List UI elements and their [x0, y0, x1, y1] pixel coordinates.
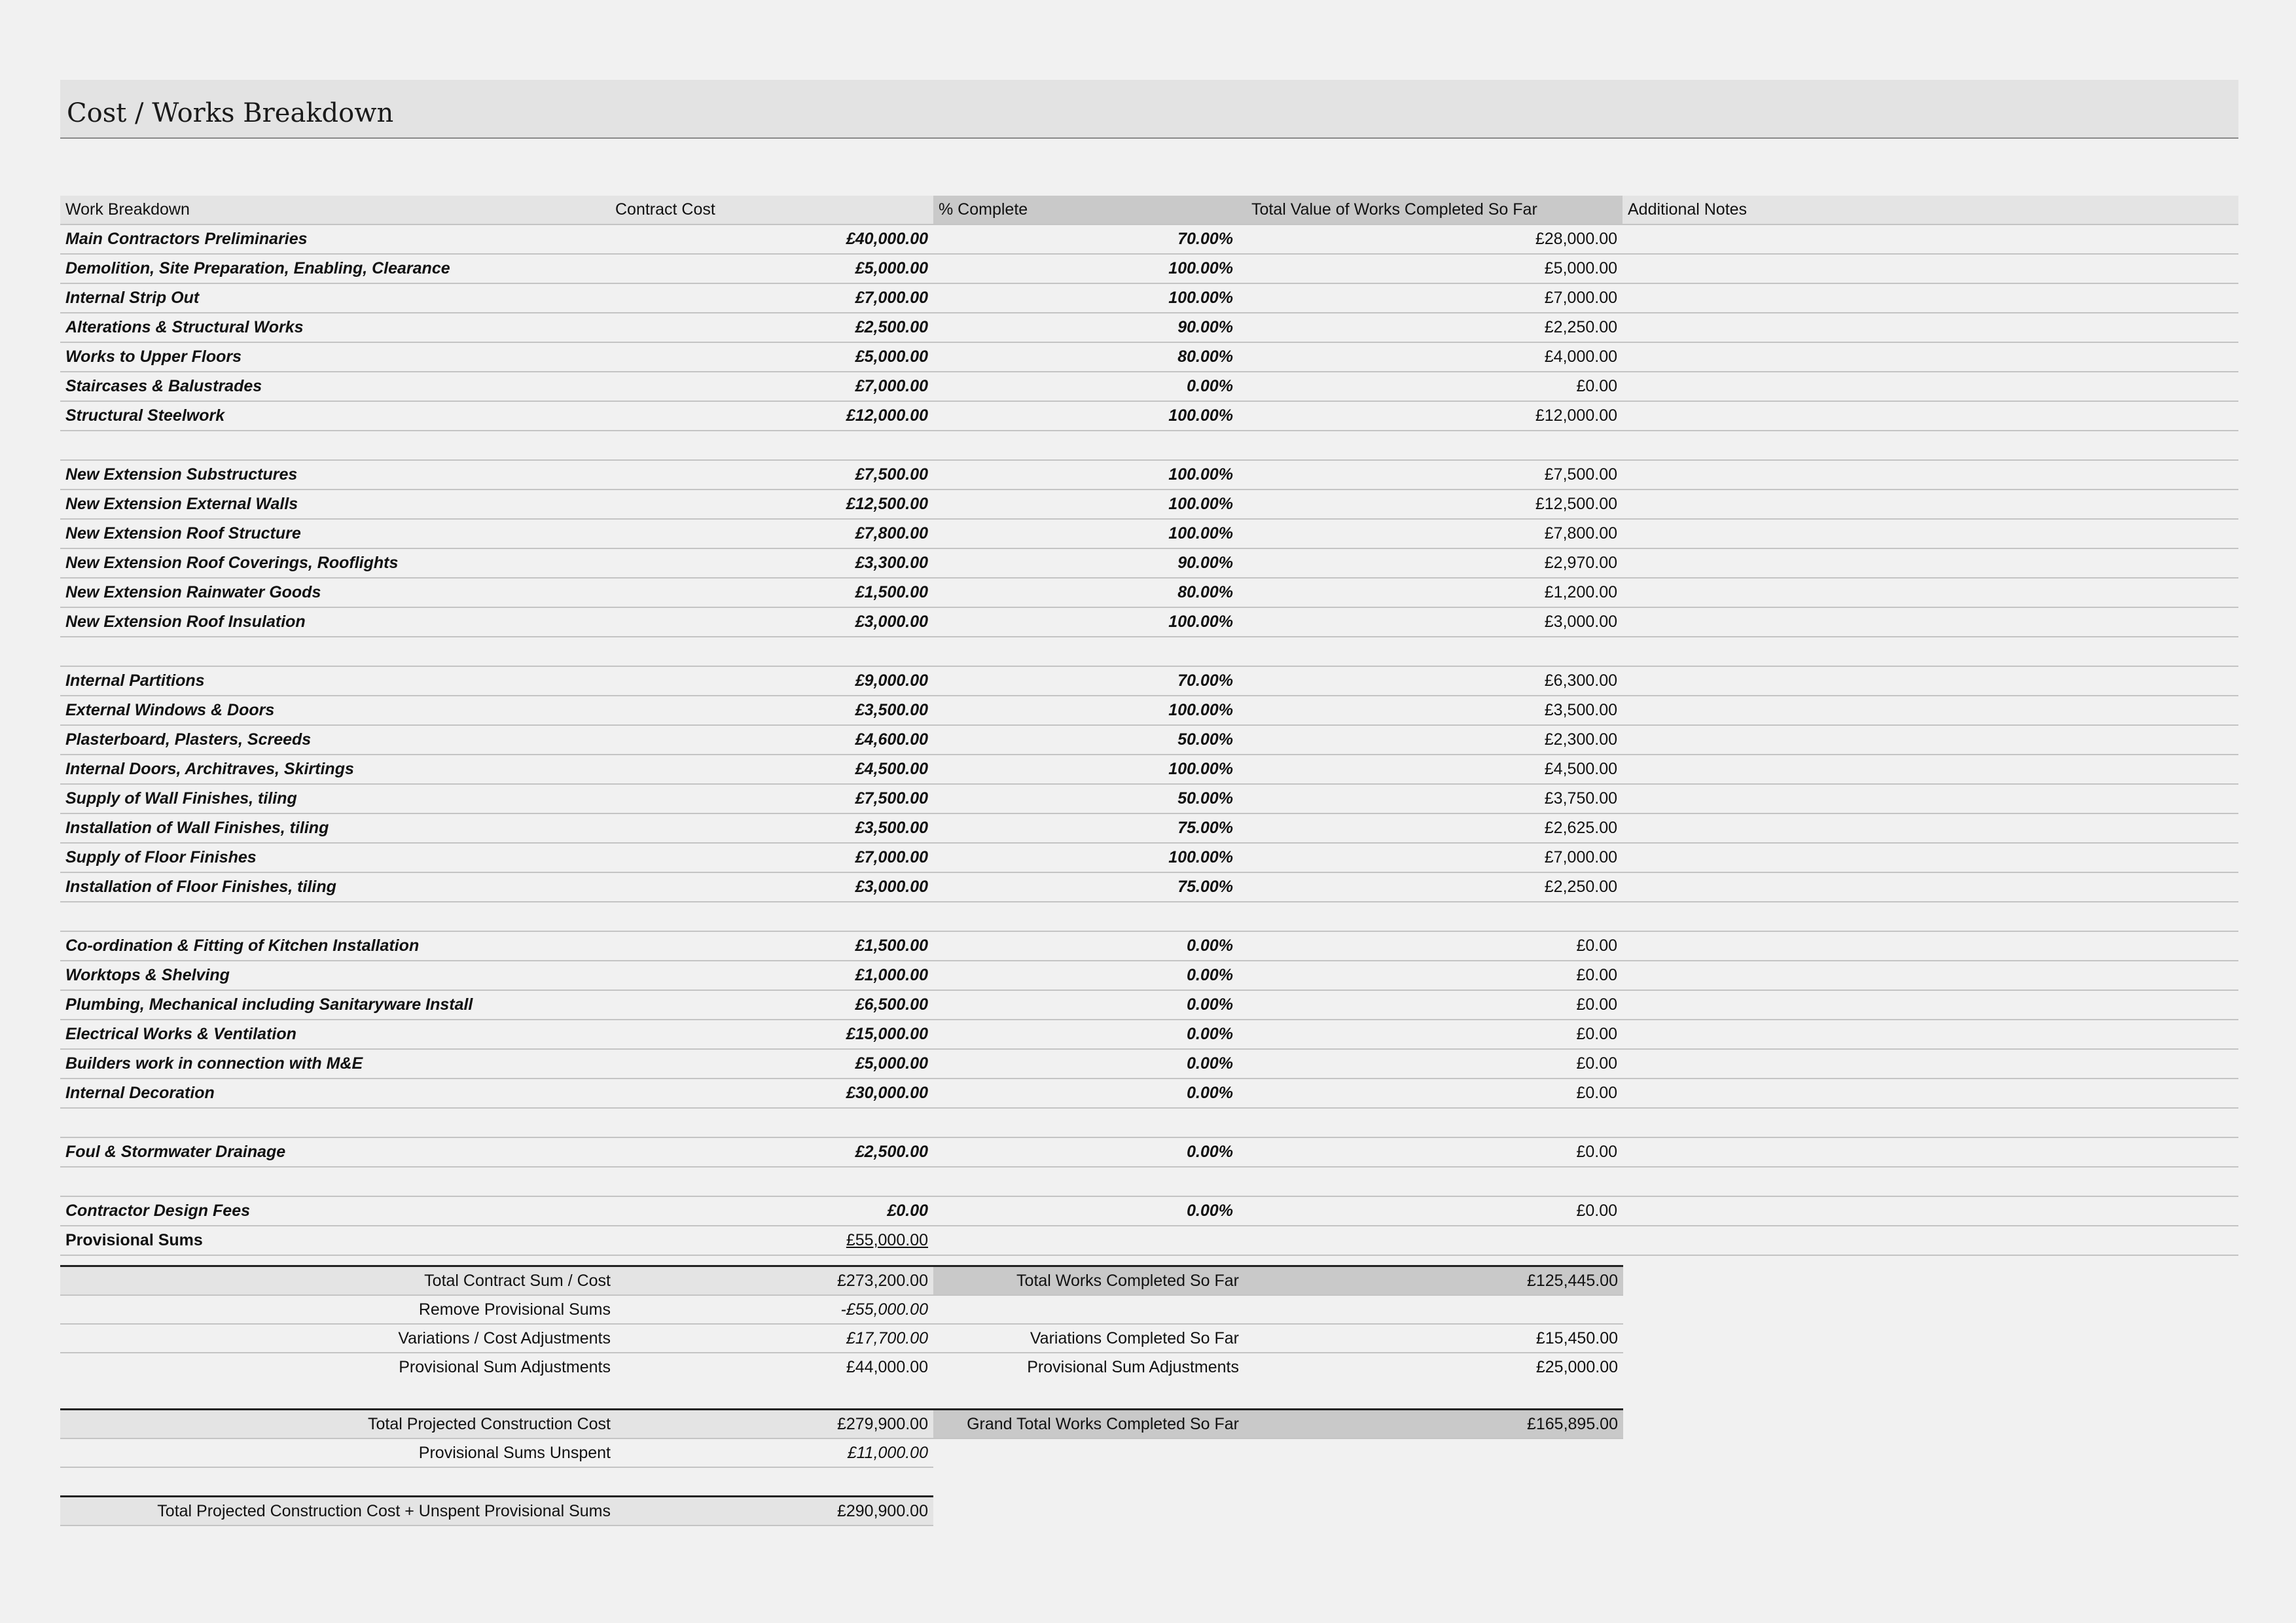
row-notes [1623, 1108, 2238, 1137]
row-notes [1623, 637, 2238, 666]
row-value [1238, 902, 1623, 931]
row-notes [1623, 1196, 2238, 1226]
row-percent: 70.00% [933, 224, 1238, 254]
row-percent: 100.00% [933, 843, 1238, 872]
final-label: Total Projected Construction Cost + Unspent Provisional Sums [60, 1497, 616, 1526]
table-row [60, 283, 2238, 313]
table-row [60, 224, 2238, 254]
table-row [60, 548, 2238, 578]
row-cost: £3,500.00 [610, 813, 933, 843]
row-value: £0.00 [1238, 961, 1623, 990]
row-value: £3,000.00 [1238, 607, 1623, 637]
row-cost [610, 431, 933, 460]
remove-prov-value: -£55,000.00 [616, 1295, 933, 1324]
row-notes [1623, 725, 2238, 755]
variations-label: Variations / Cost Adjustments [60, 1324, 616, 1353]
row-value: £6,300.00 [1238, 666, 1623, 696]
row-name [60, 902, 610, 931]
prov-adj-done-value: £25,000.00 [1535, 1357, 1618, 1376]
row-notes [1623, 1137, 2238, 1167]
row-value: £7,000.00 [1238, 843, 1623, 872]
row-value [1238, 1167, 1623, 1196]
row-name: Supply of Wall Finishes, tiling [60, 784, 610, 813]
row-name: Co-ordination & Fitting of Kitchen Installation [60, 931, 610, 961]
row-percent: 75.00% [933, 813, 1238, 843]
row-notes [1623, 224, 2238, 254]
table-row [60, 666, 2238, 696]
row-value: £2,970.00 [1238, 548, 1623, 578]
row-percent: 90.00% [933, 548, 1238, 578]
row-percent: 100.00% [933, 254, 1238, 283]
row-percent: 100.00% [933, 696, 1238, 725]
prov-adj-label: Provisional Sum Adjustments [399, 1357, 611, 1376]
row-value: £0.00 [1238, 931, 1623, 961]
unspent-value: £11,000.00 [616, 1438, 933, 1467]
row-percent: 90.00% [933, 313, 1238, 342]
row-notes [1623, 902, 2238, 931]
row-cost: £2,500.00 [610, 1137, 933, 1167]
row-percent [933, 1167, 1238, 1196]
row-value [1238, 431, 1623, 460]
row-percent [933, 902, 1238, 931]
table-row [60, 784, 2238, 813]
row-value: £0.00 [1238, 1196, 1623, 1226]
prov-adj-done-label: Provisional Sum Adjustments [1027, 1357, 1239, 1376]
row-cost: £3,500.00 [610, 696, 933, 725]
table-row [60, 254, 2238, 283]
row-cost: £55,000.00 [610, 1226, 933, 1255]
row-notes [1623, 961, 2238, 990]
total-works-value: £125,445.00 [1244, 1266, 1623, 1296]
row-name: Internal Strip Out [60, 283, 610, 313]
provisional-sums-row [60, 1226, 2238, 1255]
summary-row-remove-prov [60, 1295, 1623, 1324]
row-cost: £15,000.00 [610, 1020, 933, 1049]
row-name: Works to Upper Floors [60, 342, 610, 372]
row-cost [610, 1108, 933, 1137]
header-percent-complete: % Complete [933, 196, 1238, 224]
total-contract-label: Total Contract Sum / Cost [60, 1266, 616, 1296]
row-notes [1623, 813, 2238, 843]
table-row [60, 872, 2238, 902]
row-cost: £4,600.00 [610, 725, 933, 755]
row-percent [933, 431, 1238, 460]
row-percent: 100.00% [933, 401, 1238, 431]
row-percent [933, 1108, 1238, 1137]
row-name: New Extension Substructures [60, 460, 610, 490]
row-percent: 0.00% [933, 1196, 1238, 1226]
row-notes [1623, 401, 2238, 431]
row-notes [1623, 1079, 2238, 1108]
row-value [1238, 1108, 1623, 1137]
row-cost: £9,000.00 [610, 666, 933, 696]
row-name: Alterations & Structural Works [60, 313, 610, 342]
row-value: £28,000.00 [1238, 224, 1623, 254]
row-percent: 50.00% [933, 784, 1238, 813]
row-name: Worktops & Shelving [60, 961, 610, 990]
row-notes [1623, 548, 2238, 578]
table-row [60, 460, 2238, 490]
row-cost: £7,000.00 [610, 843, 933, 872]
row-value [1238, 637, 1623, 666]
row-value: £2,250.00 [1238, 313, 1623, 342]
row-value: £4,500.00 [1238, 755, 1623, 784]
row-percent: 100.00% [933, 755, 1238, 784]
remove-prov-label: Remove Provisional Sums [60, 1295, 616, 1324]
row-name: New Extension External Walls [60, 490, 610, 519]
table-row [60, 1108, 2238, 1137]
table-row [60, 1079, 2238, 1108]
row-name: New Extension Roof Coverings, Rooflights [60, 548, 610, 578]
row-cost: £6,500.00 [610, 990, 933, 1020]
row-notes [1623, 313, 2238, 342]
variations-value: £17,700.00 [616, 1324, 933, 1353]
row-name: Foul & Stormwater Drainage [60, 1137, 610, 1167]
table-row [60, 696, 2238, 725]
row-name: Contractor Design Fees [60, 1196, 610, 1226]
row-value: £7,500.00 [1238, 460, 1623, 490]
table-row [60, 313, 2238, 342]
row-name [60, 431, 610, 460]
row-name: Internal Partitions [60, 666, 610, 696]
summary-row-variations [60, 1324, 1623, 1353]
row-name: Builders work in connection with M&E [60, 1049, 610, 1079]
header-total-value: Total Value of Works Completed So Far [1238, 196, 1623, 224]
header-work-breakdown: Work Breakdown [60, 196, 610, 224]
row-value: £0.00 [1238, 1020, 1623, 1049]
row-notes [1623, 666, 2238, 696]
variations-done-label: Variations Completed So Far [933, 1324, 1244, 1353]
row-notes [1623, 578, 2238, 607]
table-row [60, 490, 2238, 519]
table-row [60, 961, 2238, 990]
table-row [60, 637, 2238, 666]
row-value: £2,625.00 [1238, 813, 1623, 843]
row-cost: £1,500.00 [610, 578, 933, 607]
row-cost: £2,500.00 [610, 313, 933, 342]
table-row [60, 902, 2238, 931]
table-row [60, 843, 2238, 872]
table-row [60, 519, 2238, 548]
row-value: £0.00 [1238, 1137, 1623, 1167]
row-percent: 0.00% [933, 1137, 1238, 1167]
row-cost: £12,500.00 [610, 490, 933, 519]
row-name: Main Contractors Preliminaries [60, 224, 610, 254]
row-name: Staircases & Balustrades [60, 372, 610, 401]
row-name: Electrical Works & Ventilation [60, 1020, 610, 1049]
row-percent: 100.00% [933, 460, 1238, 490]
row-percent: 100.00% [933, 490, 1238, 519]
row-name: External Windows & Doors [60, 696, 610, 725]
row-percent: 0.00% [933, 1049, 1238, 1079]
row-value: £5,000.00 [1238, 254, 1623, 283]
row-cost: £1,000.00 [610, 961, 933, 990]
row-name: Plumbing, Mechanical including Sanitaryware Install [60, 990, 610, 1020]
row-cost: £7,500.00 [610, 460, 933, 490]
final-value: £290,900.00 [616, 1497, 933, 1526]
row-value: £7,800.00 [1238, 519, 1623, 548]
row-notes [1623, 431, 2238, 460]
table-row [60, 1196, 2238, 1226]
row-cost: £40,000.00 [610, 224, 933, 254]
row-name: New Extension Roof Insulation [60, 607, 610, 637]
row-percent: 0.00% [933, 1079, 1238, 1108]
row-value: £3,750.00 [1238, 784, 1623, 813]
row-cost: £7,000.00 [610, 283, 933, 313]
row-notes [1623, 843, 2238, 872]
row-cost: £0.00 [610, 1196, 933, 1226]
row-value: £0.00 [1238, 1049, 1623, 1079]
table-row [60, 1049, 2238, 1079]
row-name: Supply of Floor Finishes [60, 843, 610, 872]
total-works-label: Total Works Completed So Far [933, 1266, 1244, 1296]
total-contract-value: £273,200.00 [616, 1266, 933, 1296]
row-notes [1623, 755, 2238, 784]
row-percent: 80.00% [933, 342, 1238, 372]
row-name: Internal Doors, Architraves, Skirtings [60, 755, 610, 784]
row-percent: 100.00% [933, 283, 1238, 313]
row-notes [1623, 254, 2238, 283]
row-name: Installation of Floor Finishes, tiling [60, 872, 610, 902]
row-percent: 50.00% [933, 725, 1238, 755]
row-notes [1623, 696, 2238, 725]
summary-table [60, 1265, 1623, 1526]
row-notes [1623, 1020, 2238, 1049]
table-row [60, 813, 2238, 843]
row-cost: £3,000.00 [610, 872, 933, 902]
row-value: £2,300.00 [1238, 725, 1623, 755]
page-title: Cost / Works Breakdown [67, 98, 394, 128]
row-cost: £3,000.00 [610, 607, 933, 637]
row-percent: 100.00% [933, 519, 1238, 548]
row-percent: 0.00% [933, 1020, 1238, 1049]
row-notes [1623, 784, 2238, 813]
row-percent: 0.00% [933, 931, 1238, 961]
row-value: £7,000.00 [1238, 283, 1623, 313]
row-name: Plasterboard, Plasters, Screeds [60, 725, 610, 755]
table-row [60, 578, 2238, 607]
row-value: £4,000.00 [1238, 342, 1623, 372]
table-row [60, 1137, 2238, 1167]
works-breakdown-table [60, 196, 2238, 1256]
table-row [60, 990, 2238, 1020]
table-row [60, 1020, 2238, 1049]
table-row [60, 607, 2238, 637]
row-cost: £30,000.00 [610, 1079, 933, 1108]
row-cost: £4,500.00 [610, 755, 933, 784]
row-notes [1623, 490, 2238, 519]
row-name: Demolition, Site Preparation, Enabling, Clearance [60, 254, 610, 283]
row-percent: 0.00% [933, 990, 1238, 1020]
title-bar [60, 80, 2238, 139]
row-value: £0.00 [1238, 372, 1623, 401]
row-value: £12,000.00 [1238, 401, 1623, 431]
row-notes [1623, 931, 2238, 961]
projected-label: Total Projected Construction Cost [60, 1410, 616, 1439]
row-value: £0.00 [1238, 1079, 1623, 1108]
table-row [60, 431, 2238, 460]
summary-row-prov-adj [60, 1353, 1623, 1381]
row-cost: £7,000.00 [610, 372, 933, 401]
row-name: New Extension Roof Structure [60, 519, 610, 548]
variations-done-value: £15,450.00 [1244, 1324, 1623, 1353]
row-name [60, 637, 610, 666]
row-percent: 80.00% [933, 578, 1238, 607]
grand-total-label: Grand Total Works Completed So Far [933, 1410, 1244, 1439]
row-name: Provisional Sums [60, 1226, 610, 1255]
row-cost: £12,000.00 [610, 401, 933, 431]
table-row [60, 342, 2238, 372]
row-notes [1623, 1049, 2238, 1079]
table-row [60, 725, 2238, 755]
row-notes [1623, 872, 2238, 902]
row-name: Structural Steelwork [60, 401, 610, 431]
table-row [60, 401, 2238, 431]
grand-total-value: £165,895.00 [1244, 1410, 1623, 1439]
summary-row-projected [60, 1410, 1623, 1439]
row-cost: £7,500.00 [610, 784, 933, 813]
row-notes [1623, 607, 2238, 637]
summary-row-final [60, 1497, 1623, 1526]
row-value: £12,500.00 [1238, 490, 1623, 519]
summary-row-unspent [60, 1438, 1623, 1467]
summary-row-totals [60, 1266, 1623, 1296]
row-cost: £3,300.00 [610, 548, 933, 578]
row-name [60, 1167, 610, 1196]
row-notes [1623, 990, 2238, 1020]
row-value: £0.00 [1238, 990, 1623, 1020]
page-header [60, 80, 2238, 139]
row-cost [610, 637, 933, 666]
row-percent: 100.00% [933, 607, 1238, 637]
row-percent: 75.00% [933, 872, 1238, 902]
table-row [60, 931, 2238, 961]
row-notes [1623, 460, 2238, 490]
row-cost [610, 902, 933, 931]
header-additional-notes: Additional Notes [1623, 196, 2238, 224]
row-name: Internal Decoration [60, 1079, 610, 1108]
row-notes [1623, 519, 2238, 548]
table-header-row [60, 196, 2238, 224]
projected-value: £279,900.00 [616, 1410, 933, 1439]
row-cost: £5,000.00 [610, 1049, 933, 1079]
row-notes [1623, 283, 2238, 313]
row-notes [1623, 1167, 2238, 1196]
row-notes [1623, 342, 2238, 372]
row-percent: 0.00% [933, 372, 1238, 401]
row-cost: £5,000.00 [610, 254, 933, 283]
row-notes [1623, 372, 2238, 401]
row-cost: £1,500.00 [610, 931, 933, 961]
header-contract-cost: Contract Cost [610, 196, 933, 224]
table-row [60, 1167, 2238, 1196]
row-percent: 70.00% [933, 666, 1238, 696]
row-name [60, 1108, 610, 1137]
row-cost [610, 1167, 933, 1196]
row-name: New Extension Rainwater Goods [60, 578, 610, 607]
row-cost: £5,000.00 [610, 342, 933, 372]
row-value: £2,250.00 [1238, 872, 1623, 902]
prov-adj-value: £44,000.00 [846, 1357, 928, 1376]
row-percent [933, 637, 1238, 666]
unspent-label: Provisional Sums Unspent [60, 1438, 616, 1467]
row-value: £1,200.00 [1238, 578, 1623, 607]
table-row [60, 755, 2238, 784]
row-percent: 0.00% [933, 961, 1238, 990]
row-cost: £7,800.00 [610, 519, 933, 548]
table-row [60, 372, 2238, 401]
row-value: £3,500.00 [1238, 696, 1623, 725]
row-name: Installation of Wall Finishes, tiling [60, 813, 610, 843]
